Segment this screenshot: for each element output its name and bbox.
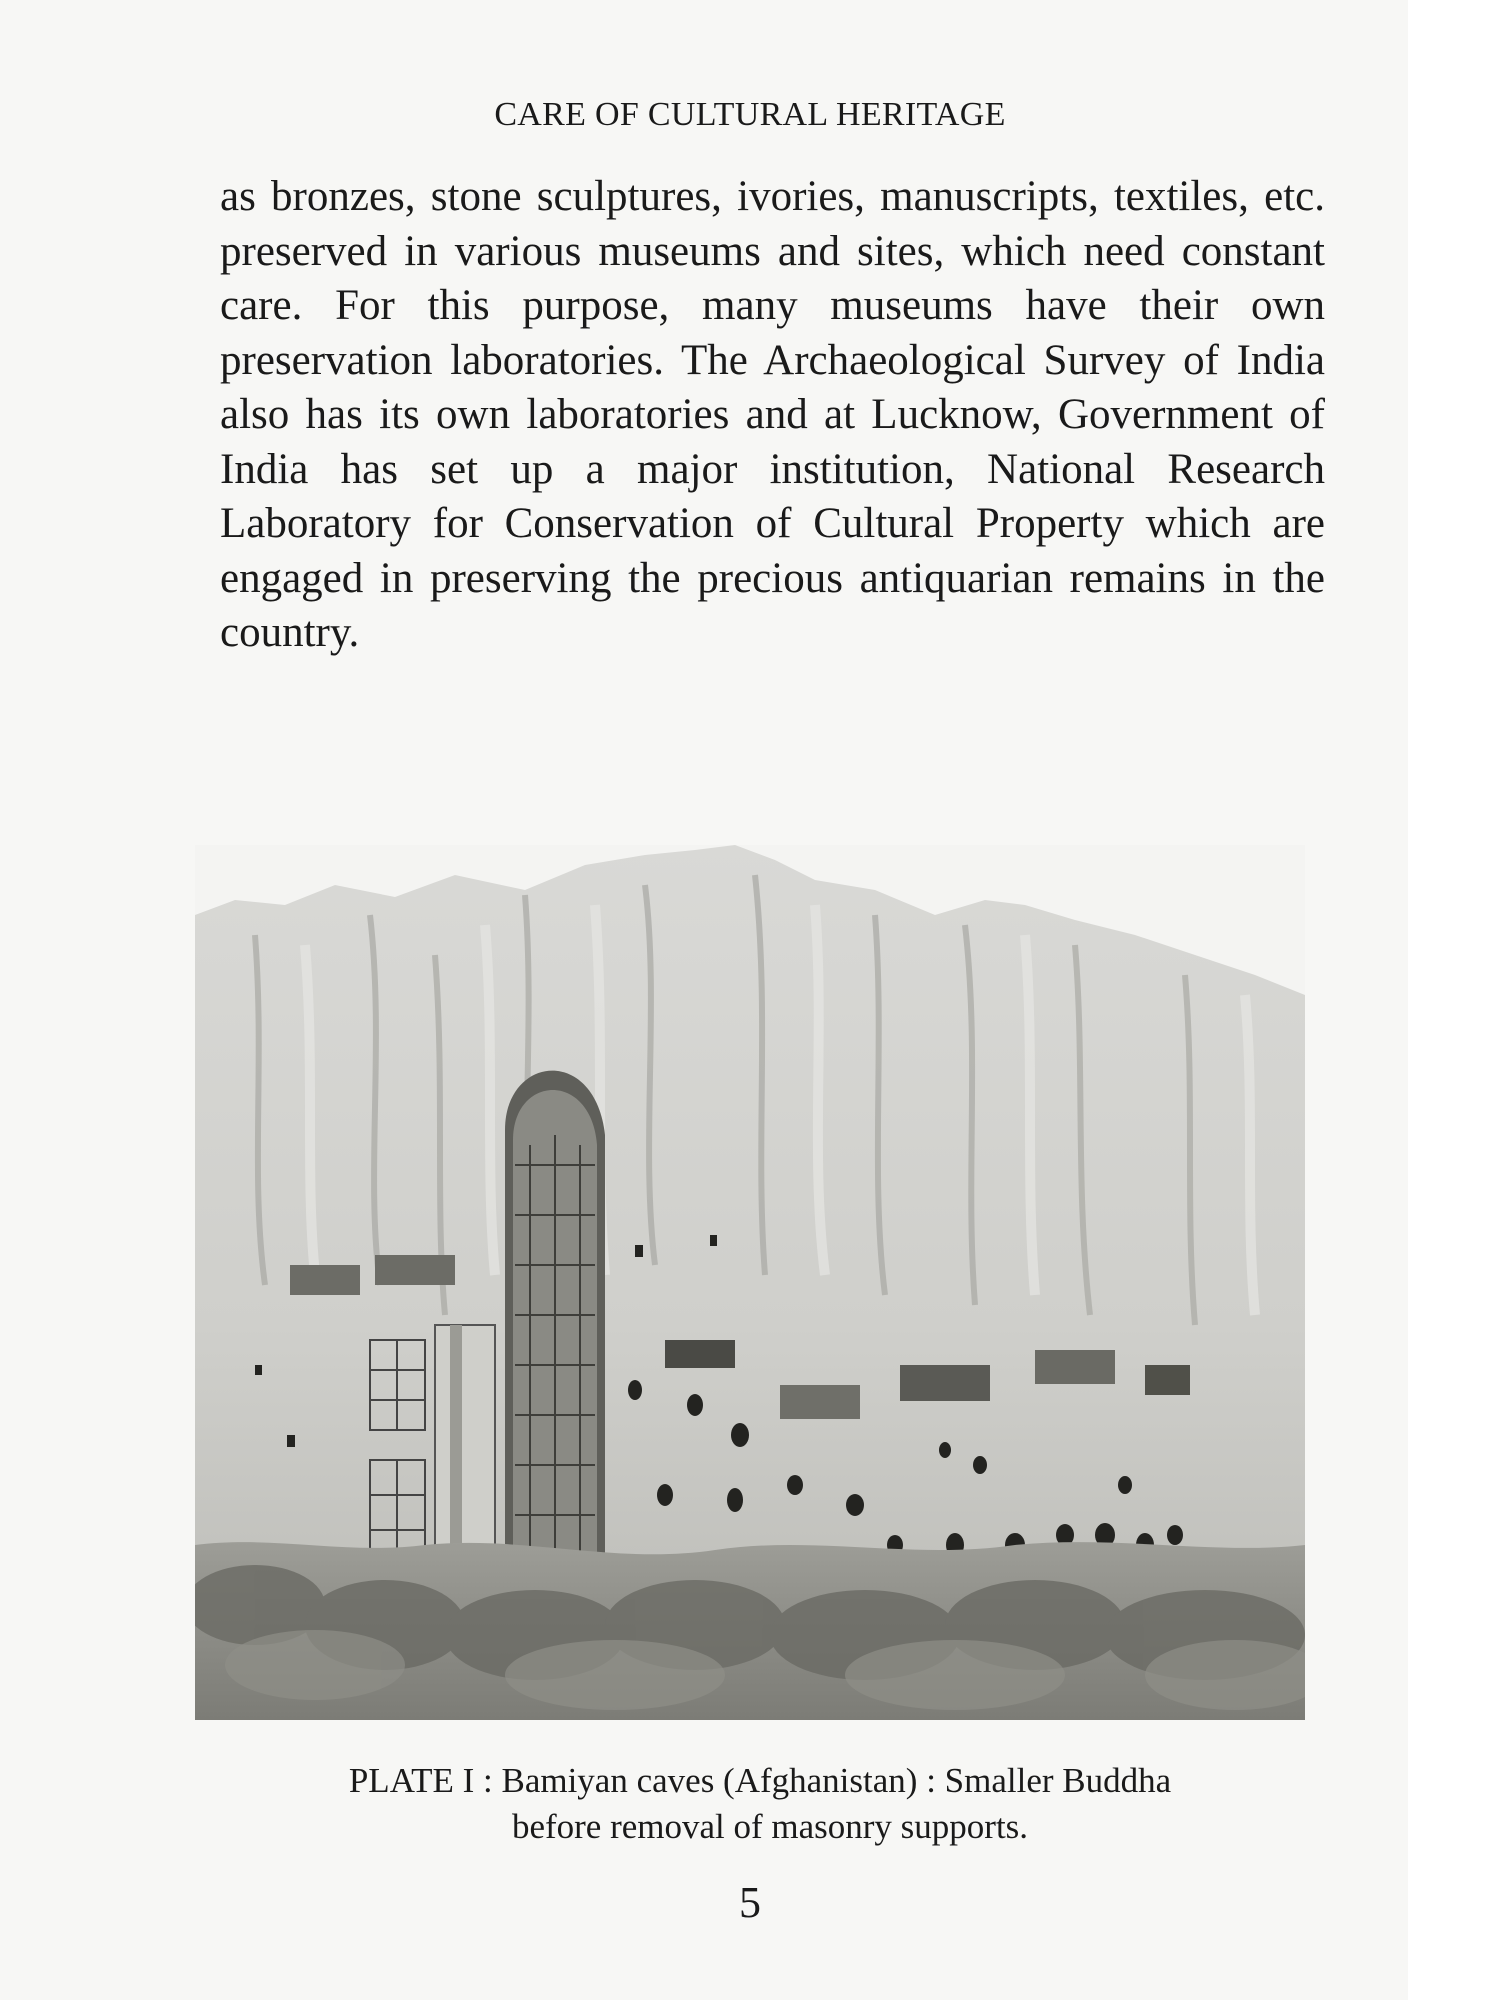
running-header: CARE OF CULTURAL HERITAGE (494, 96, 1006, 133)
caption-line-2: before removal of masonry supports. (511, 1807, 1029, 1846)
plate-photograph (195, 845, 1305, 1720)
plate-caption (0, 1758, 1500, 1850)
page-margin (1408, 0, 1500, 2000)
page-number: 5 (739, 1878, 761, 1927)
body-paragraph: as bronzes, stone sculptures, ivories, manuscripts, textiles, etc. preserved in various museums and sites, which need constant care. For this purpose, many museums have their own preservation laboratories. The Archaeological Survey of India also has its own laboratories and at Lucknow, Government of India has set up a major institution, National Research Laboratory for Conservation of Cultural Property which are engaged in preserving the precious antiquarian remains in the country. (220, 173, 1325, 656)
caption-line-1: PLATE I : Bamiyan caves (Afghanistan) : Smaller Buddha (348, 1761, 1172, 1800)
